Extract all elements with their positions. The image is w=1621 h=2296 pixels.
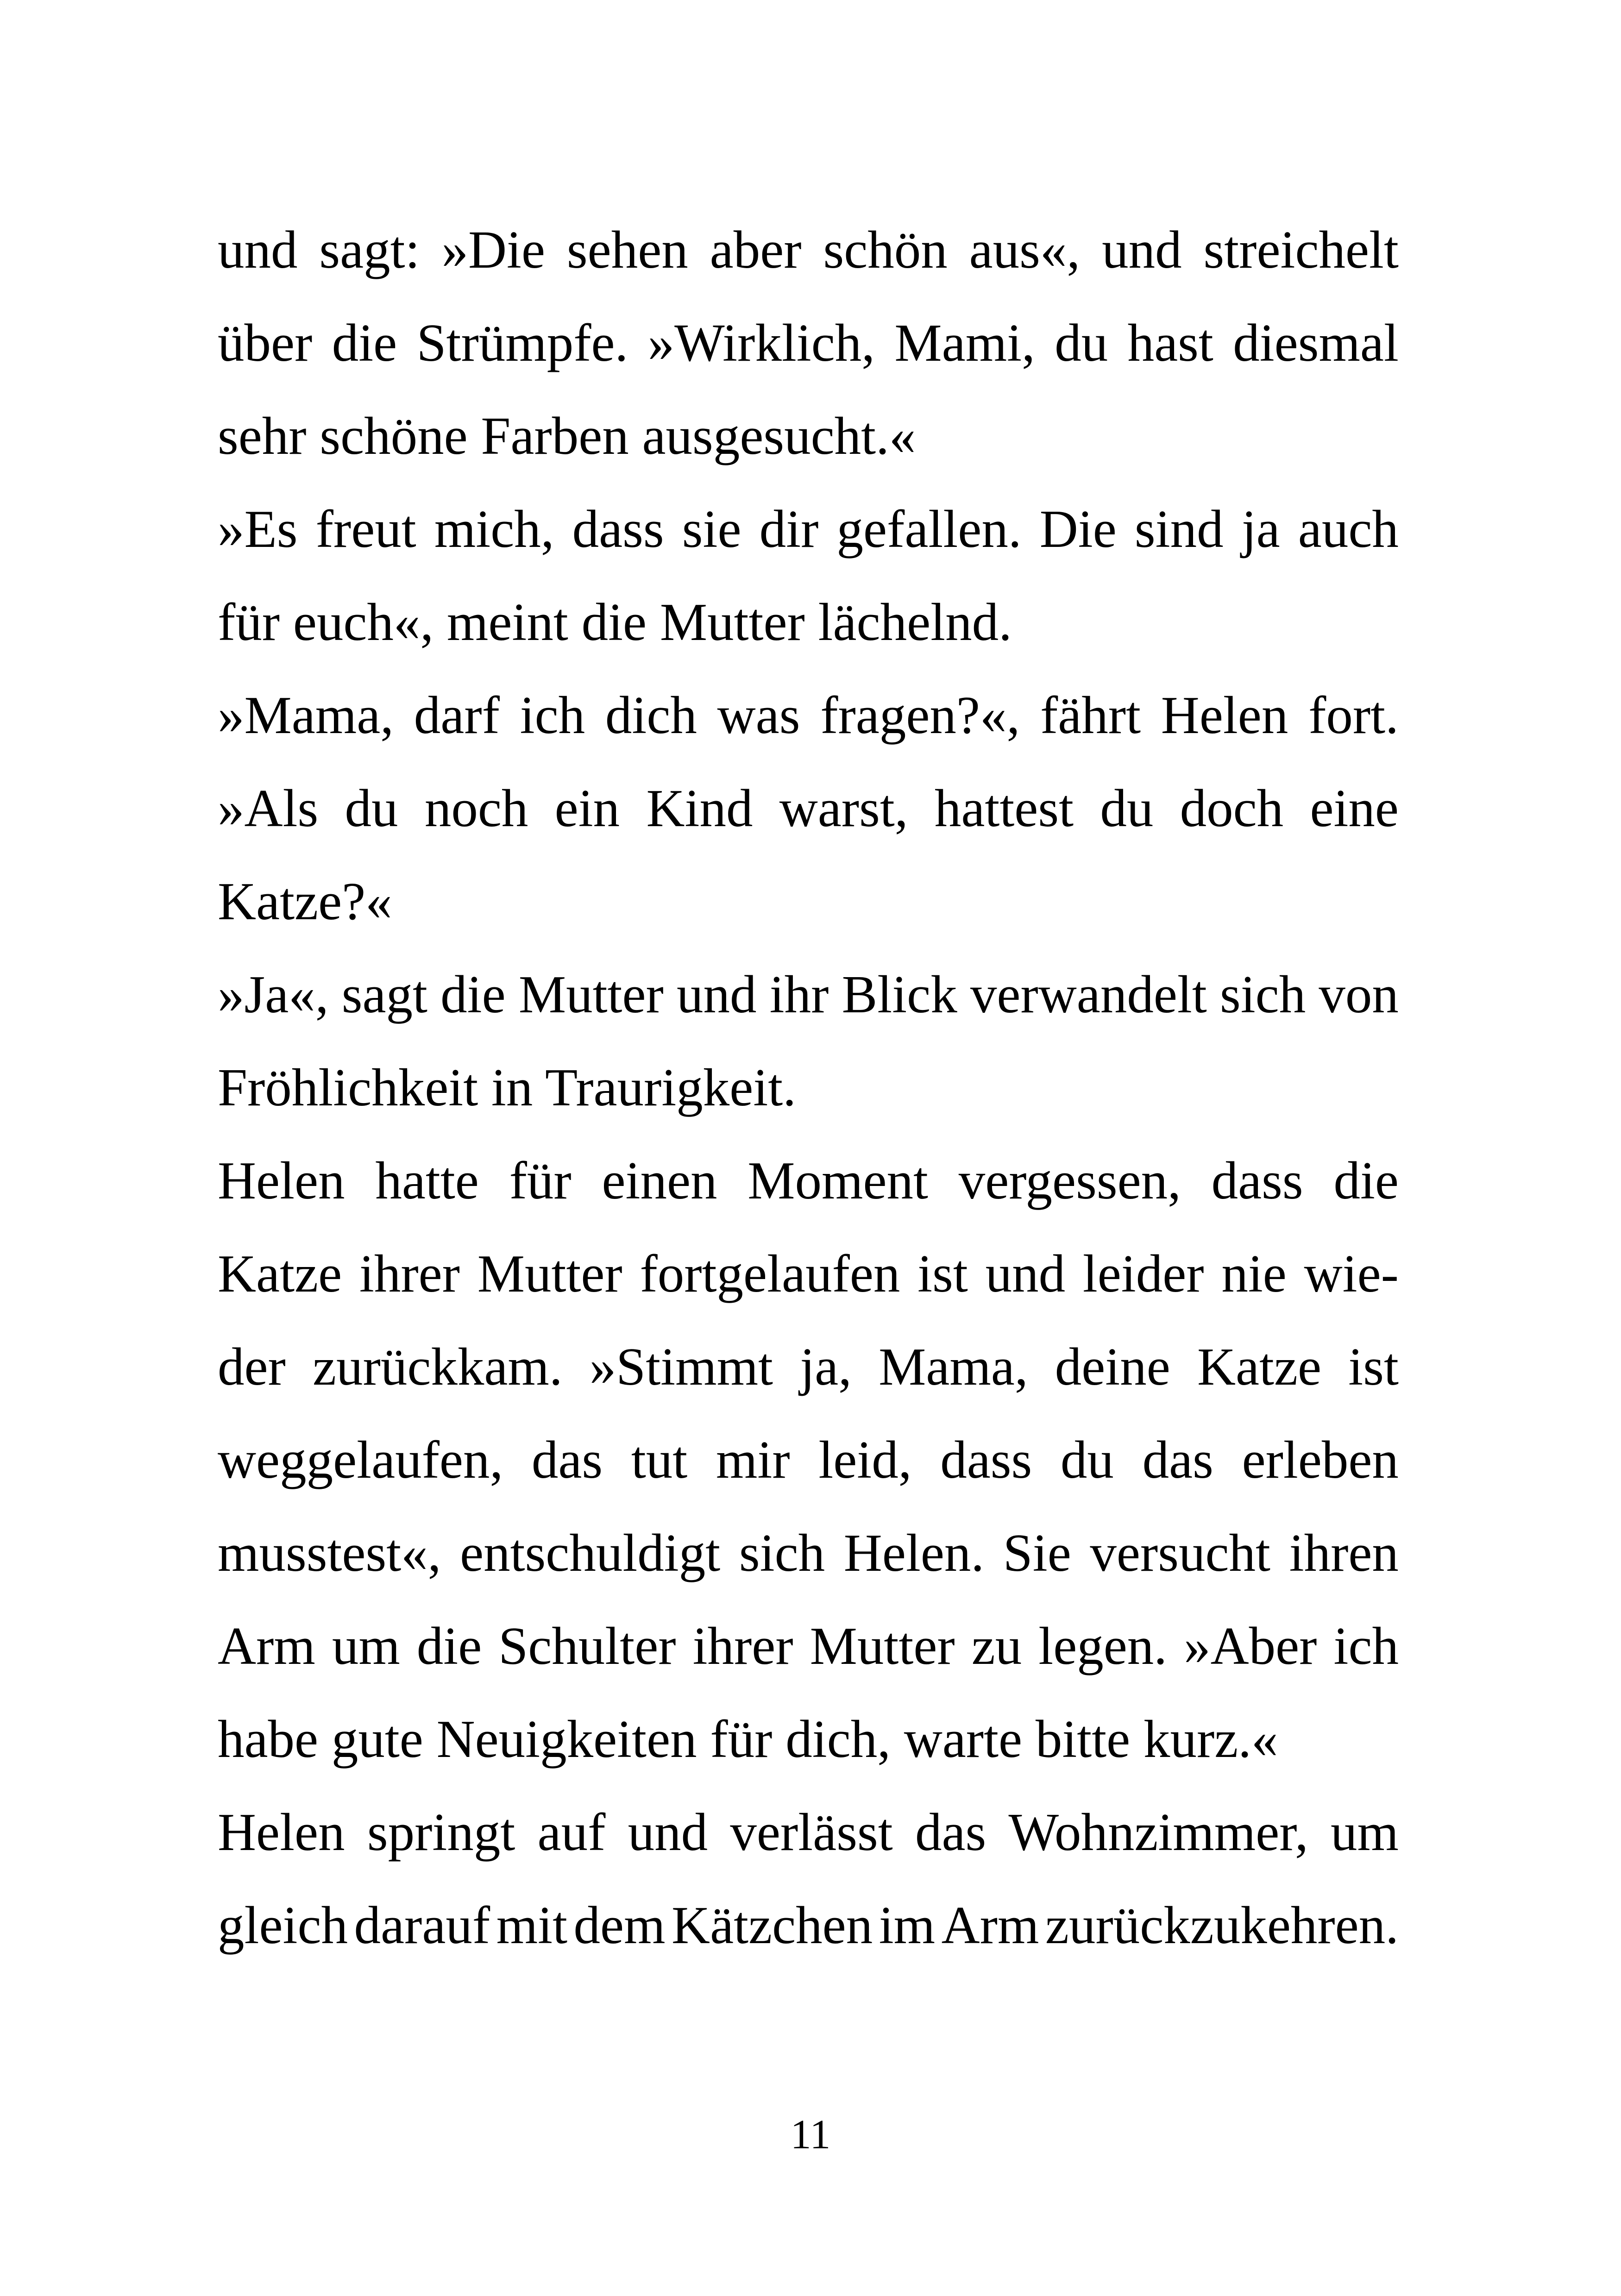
text-line: »Als du noch ein Kind warst, hattest du doch eine: [218, 779, 1399, 838]
text-line: Katze?«: [218, 872, 392, 931]
text-line: Helen springt auf und verlässt das Wohnzimmer, um: [218, 1803, 1399, 1862]
text-line: habe gute Neuigkeiten für dich, warte bitte kurz.«: [218, 1710, 1278, 1769]
text-line: »Es freut mich, dass sie dir gefallen. Die sind ja auch: [218, 500, 1399, 558]
text-line: Fröhlichkeit in Traurigkeit.: [218, 1058, 796, 1117]
text-line: musstest«, entschuldigt sich Helen. Sie versucht ihren: [218, 1524, 1399, 1582]
text-line: Helen hatte für einen Moment vergessen, dass die: [218, 1151, 1399, 1210]
text-line: sehr schöne Farben ausgesucht.«: [218, 407, 916, 465]
page-number: 11: [790, 2112, 831, 2158]
text-line: Katze ihrer Mutter fortgelaufen ist und leider nie wie-: [218, 1244, 1399, 1303]
text-line: gleich darauf mit dem Kätzchen im Arm zurückzukehren.: [218, 1896, 1399, 1955]
text-line: weggelaufen, das tut mir leid, dass du das erleben: [218, 1430, 1399, 1489]
text-line: »Ja«, sagt die Mutter und ihr Blick verwandelt sich von: [218, 965, 1399, 1024]
text-line: über die Strümpfe. »Wirklich, Mami, du hast diesmal: [218, 314, 1399, 372]
text-line: der zurückkam. »Stimmt ja, Mama, deine Katze ist: [218, 1337, 1399, 1396]
text-line: Arm um die Schulter ihrer Mutter zu legen. »Aber ich: [218, 1617, 1399, 1675]
text-line: für euch«, meint die Mutter lächelnd.: [218, 593, 1012, 652]
text-line: und sagt: »Die sehen aber schön aus«, und streichelt: [218, 220, 1399, 279]
text-line: »Mama, darf ich dich was fragen?«, fährt Helen fort.: [218, 686, 1399, 745]
